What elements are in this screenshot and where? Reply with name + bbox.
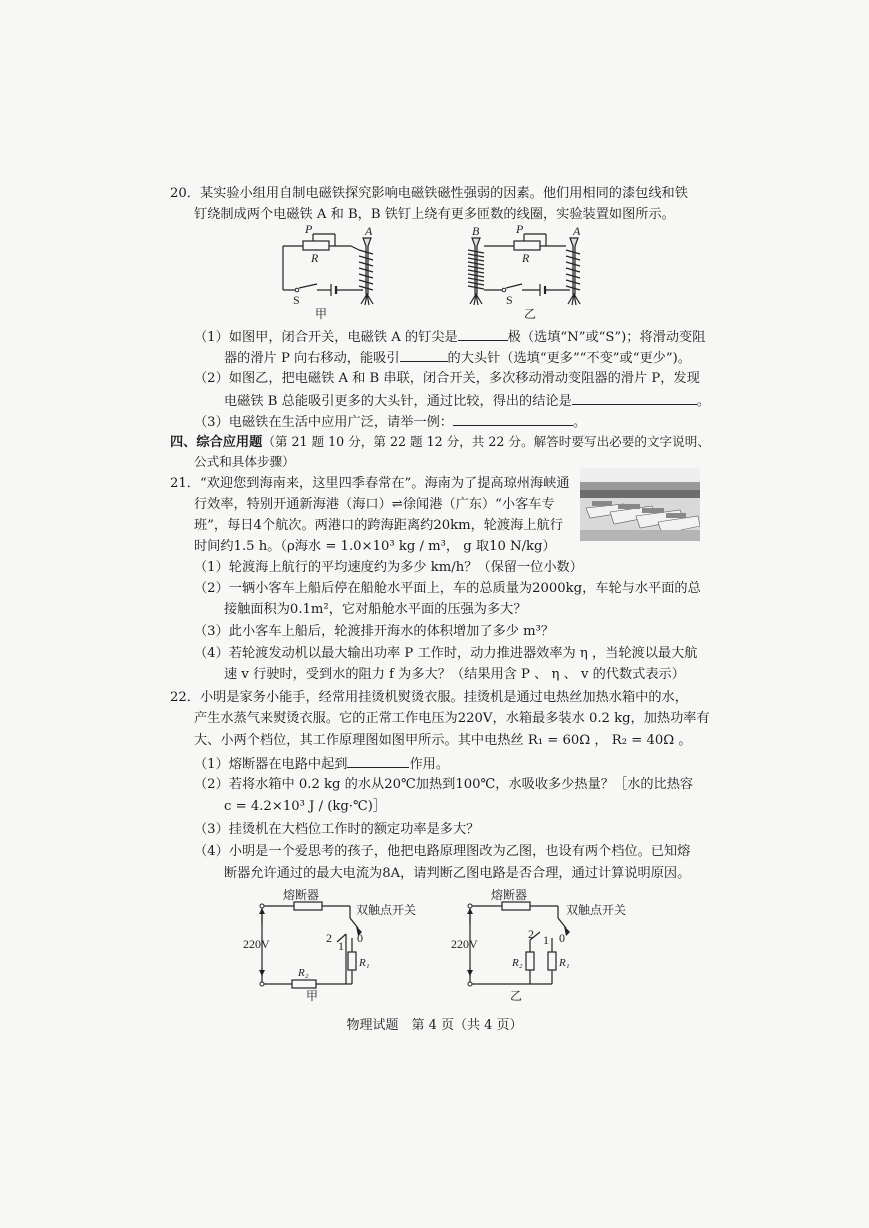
q22-line3: 大、小两个档位，其工作原理图如图甲所示。其中电热丝 R₁ = 60Ω ， R₂ = 40Ω 。 <box>194 733 692 748</box>
q20-line1: 20．某实验小组用自制电磁铁探究影响电磁铁磁性强弱的因素。他们用相同的漆包线和铁 <box>170 186 688 201</box>
q20-figure-jia <box>275 224 385 320</box>
q20-jia-label-a: A <box>365 224 373 238</box>
q22-part3: （3）挂烫机在大档位工作时的额定功率是多大？ <box>194 822 480 837</box>
q20-part3: （3）电磁铁在生活中应用广泛，请举一例： 。 <box>194 411 586 433</box>
q22-line2: 产生水蒸气来熨烫衣服。它的正常工作电压为220V，水箱最多装水 0.2 kg，加热功率有 <box>194 711 710 726</box>
q20-jia-label-s: S <box>293 293 300 307</box>
q21-line3: 班”，每日4个航次。两港口的跨海距离约20km，轮渡海上航行 <box>194 518 563 533</box>
q22-yi-switch-label: 双触点开关 <box>566 903 627 917</box>
q20-yi-label-a: A <box>573 224 581 238</box>
q20-yi-label-b: B <box>472 224 480 238</box>
q22-part4-line2: 断器允许通过的最大电流为8A，请判断乙图电路是否合理，通过计算说明原因。 <box>224 866 691 881</box>
q20-part1-line1: （1）如图甲，闭合开关，电磁铁 A 的钉尖是 极（选填“N”或“S”)；将滑动变阻 <box>194 326 705 348</box>
q20-blank-pole[interactable] <box>458 326 508 341</box>
q21-part1: （1）轮渡海上航行的平均速度约为多少 km/h？（保留一位小数） <box>194 560 583 575</box>
q20-blank-pins[interactable] <box>400 347 448 362</box>
q22-yi-contact-1: 1 <box>543 933 549 947</box>
q20-jia-caption: 甲 <box>315 307 328 320</box>
q22-yi-r2-label: R₂ <box>512 957 523 969</box>
q21-part4-line2: 速 v 行驶时，受到水的阻力 f 为多大？（结果用含 P 、 η 、 v 的代数式表示） <box>224 667 685 682</box>
q22-yi-fuse-label: 熔断器 <box>491 888 528 902</box>
q22-yi-voltage-label: 220V <box>451 937 478 951</box>
page-footer: 物理试题 第 4 页（共 4 页） <box>346 1018 523 1033</box>
q22-jia-caption: 甲 <box>306 989 319 1002</box>
q21-line4: 时间约1.5 h。（ρ海水 = 1.0×10³ kg / m³， g 取10 N/kg） <box>194 539 556 554</box>
q20-blank-conclusion[interactable] <box>572 390 697 405</box>
q22-yi-contact-0: 0 <box>559 931 565 945</box>
q21-part4-line1: （4）若轮渡发动机以最大输出功率 P 工作时，动力推进器效率为 η ，当轮渡以最大航 <box>194 646 698 661</box>
q22-jia-r2-label: R₂ <box>298 967 309 979</box>
q22-jia-contact-0: 0 <box>357 931 363 945</box>
section4-header: 四、综合应用题（第 21 题 10 分，第 22 题 12 分，共 22 分。解答时要写出必要的文字说明、 <box>170 434 710 450</box>
q20-yi-label-s: S <box>506 293 513 307</box>
q20-blank-example[interactable] <box>453 411 573 426</box>
q21-part3: （3）此小客车上船后，轮渡排开海水的体积增加了多少 m³？ <box>194 624 555 639</box>
q22-jia-contact-2: 2 <box>326 931 332 945</box>
q20-part1-line2: 器的滑片 P 向右移动，能吸引 的大头针（选填“更多”“不变”或“更少”)。 <box>224 347 691 369</box>
q22-part2-line1: （2）若将水箱中 0.2 kg 的水从20℃加热到100℃，水吸收多少热量？［水的比热容 <box>194 777 694 792</box>
q21-line1: 21．“欢迎您到海南来，这里四季春常在”。海南为了提高琼州海峡通 <box>170 476 570 491</box>
ferry-photo <box>580 468 700 541</box>
q22-jia-switch-label: 双触点开关 <box>356 903 417 917</box>
q22-part4-line1: （4）小明是一个爱思考的孩子，他把电路原理图改为乙图，也设有两个档位。已知熔 <box>194 844 691 859</box>
q20-yi-caption: 乙 <box>524 307 537 320</box>
q20-jia-label-r: R <box>311 251 319 265</box>
q22-jia-fuse-label: 熔断器 <box>283 888 320 902</box>
q20-part2-line2: 电磁铁 B 总能吸引更多的大头针，通过比较，得出的结论是 。 <box>224 390 710 412</box>
q22-jia-contact-1: 1 <box>338 939 344 953</box>
q22-circuit-yi <box>446 884 636 1002</box>
q20-part2-line1: （2）如图乙，把电磁铁 A 和 B 串联，闭合开关，多次移动滑动变阻器的滑片 P，发现 <box>194 371 700 386</box>
q20-figure-yi <box>460 224 600 320</box>
q22-yi-contact-2: 2 <box>528 927 534 941</box>
q21-part2-line1: （2）一辆小客车上船后停在船舱水平面上，车的总质量为2000kg，车轮与水平面的总 <box>194 581 701 596</box>
q20-line2: 钉绕制成两个电磁铁 A 和 B，B 铁钉上绕有更多匝数的线圈，实验装置如图所示。 <box>194 207 675 222</box>
q22-yi-caption: 乙 <box>510 989 523 1002</box>
q22-circuit-jia <box>238 884 428 1002</box>
q22-part1: （1）熔断器在电路中起到 作用。 <box>194 753 449 775</box>
section4-note2: 公式和具体步骤） <box>194 454 295 469</box>
q22-line1: 22．小明是家务小能手，经常用挂烫机熨烫衣服。挂烫机是通过电热丝加热水箱中的水， <box>170 690 688 705</box>
q20-yi-label-r: R <box>522 251 530 265</box>
q22-blank-fuse[interactable] <box>347 753 409 768</box>
q22-jia-r1-label: R₁ <box>359 957 370 969</box>
q22-jia-voltage-label: 220V <box>243 937 270 951</box>
q22-part2-line2: c = 4.2×10³ J / (kg·℃)］ <box>224 799 387 814</box>
q21-part2-line2: 接触面积为0.1m²，它对船舱水平面的压强为多大？ <box>224 602 527 617</box>
q22-yi-r1-label: R₁ <box>559 957 570 969</box>
q21-line2: 行效率，特别开通新海港（海口）⇌徐闻港（广东）“小客车专 <box>194 497 555 512</box>
q20-yi-label-p: P <box>516 224 524 236</box>
q20-jia-label-p: P <box>305 224 313 236</box>
